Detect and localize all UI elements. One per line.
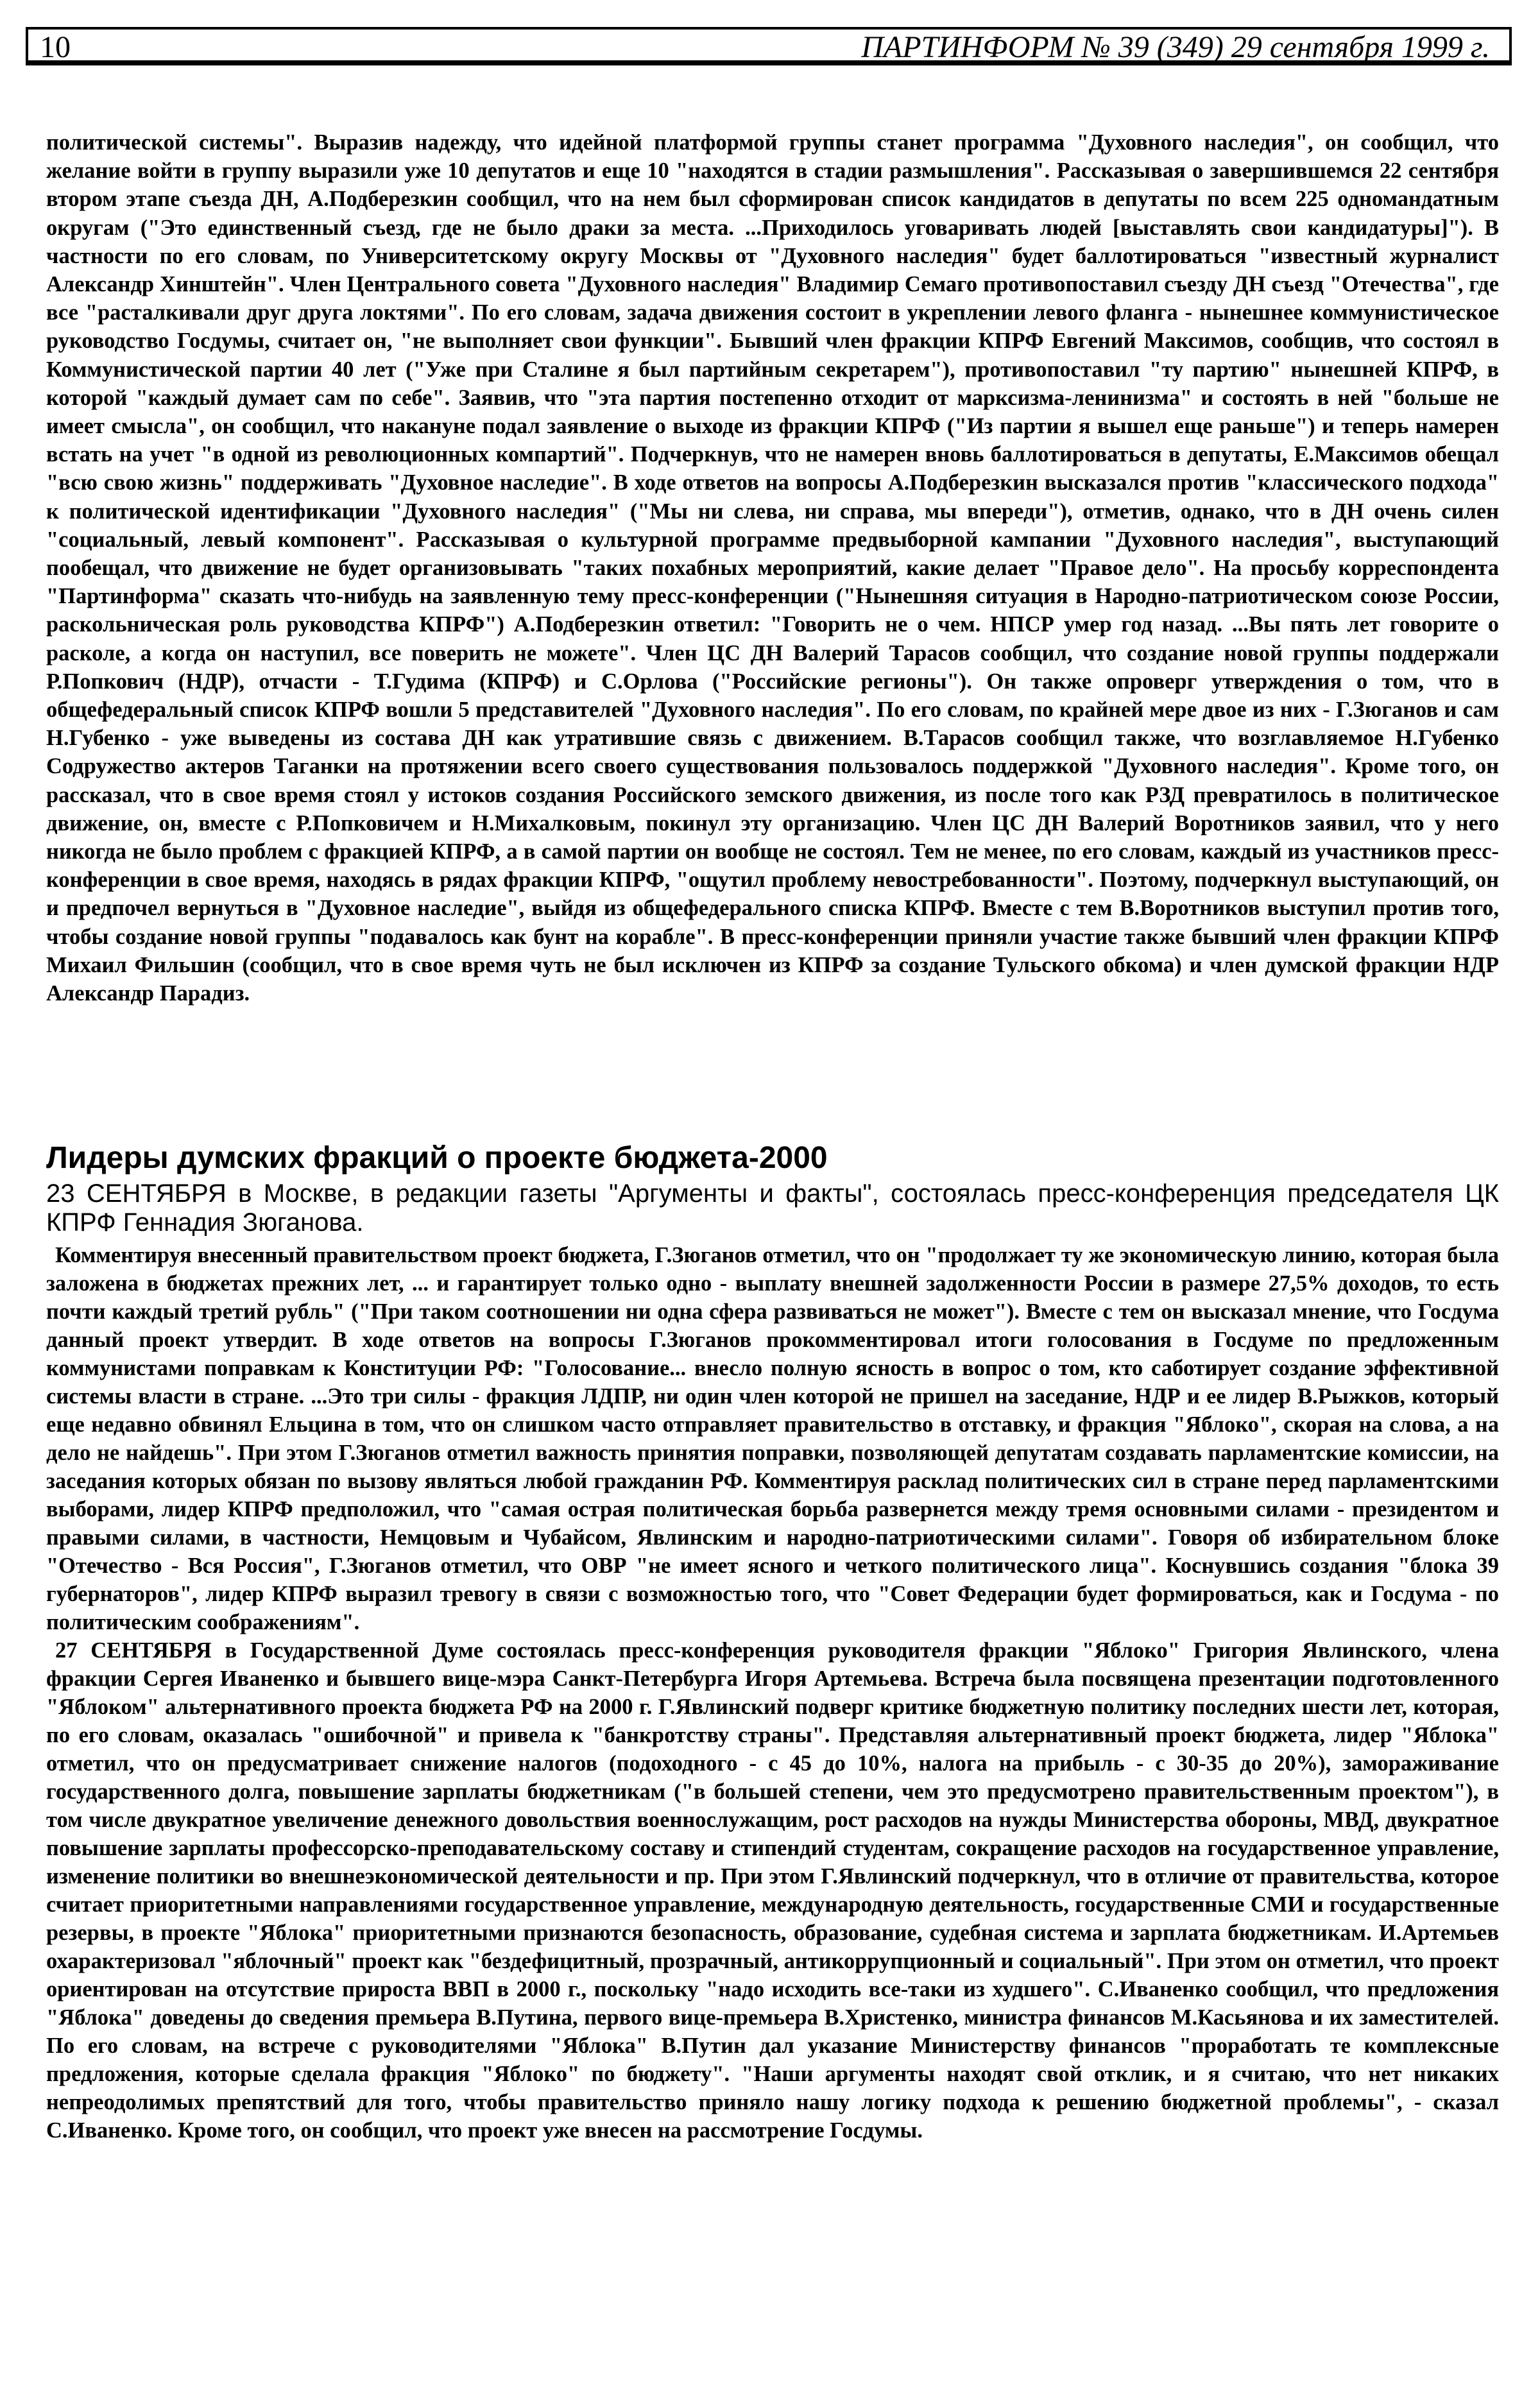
page-number: 10 [40,30,71,64]
article-lead: 23 СЕНТЯБРЯ в Москве, в редакции газеты "Аргументы и факты", состоялась пресс-конференция председателя ЦК КПРФ Геннадия Зюганова. [46,1179,1499,1237]
masthead: ПАРТИНФОРМ № 39 (349) 29 сентября 1999 г. [861,30,1490,64]
article-body [46,1241,1499,2145]
article-paragraph: политической системы". Выразив надежду, что идейной платформой группы станет программа "Духовного наследия", он сообщил, что желание войти в группу выразили уже 10 депутатов и еще 10 "находятся в стадии размышления". Рассказывая о завершившемся 22 сентября втором этапе съезда ДН, А.Подберезкин сообщил, что на нем был сформирован список кандидатов в депутаты по всем 225 одномандатным округам ("Это единственный съезд, где не было драки за места. ...Приходилось уговаривать людей [выставлять свои кандидатуры]"). В частности по его словам, по Университетскому округу Москвы от "Духовного наследия" будет баллотироваться "известный журналист Александр Хинштейн". Член Центрального совета "Духовного наследия" Владимир Семаго противопоставил съезду ДН съезд "Отечества", где все "расталкивали друг друга локтями". По его словам, задача движения состоит в укреплении левого фланга - нынешнее коммунистическое руководство Госдумы, считает он, "не выполняет свои функции". Бывший член фракции КПРФ Евгений Максимов, сообщив, что состоял в Коммунистической партии 40 лет ("Уже при Сталине я был партийным секретарем"), противопоставил "ту партию" нынешней КПРФ, в которой "каждый думает сам по себе". Заявив, что "эта партия постепенно отходит от марксизма-ленинизма" и состоять в ней "больше не имеет смысла", он сообщил, что накануне подал заявление о выходе из фракции КПРФ ("Из партии я вышел еще раньше") и теперь намерен встать на учет "в одной из революционных компартий". Подчеркнув, что не намерен вновь баллотироваться в депутаты, Е.Максимов обещал "всю свою жизнь" поддерживать "Духовное наследие". В ходе ответов на вопросы А.Подберезкин высказался против "классического подхода" к политической идентификации "Духовного наследия" ("Мы ни слева, ни справа, мы впереди"), отметив, однако, что в ДН очень силен "социальный, левый компонент". Рассказывая о культурной программе предвыборной кампании "Духовного наследия", выступающий пообещал, что движение не будет организовывать "таких похабных мероприятий, какие делает "Правое дело". На просьбу корреспондента "Партинформа" сказать что-нибудь на заявленную тему пресс-конференции ("Нынешняя ситуация в Народно-патриотическом союзе России, раскольническая роль руководства КПРФ") А.Подберезкин ответил: "Говорить не о чем. НПСР умер год назад. ...Вы пять лет говорите о расколе, а когда он наступил, все поверить не можете". Член ЦС ДН Валерий Тарасов сообщил, что создание новой группы поддержали Р.Попкович (НДР), отчасти - Т.Гудима (КПРФ) и С.Орлова ("Российские регионы"). Он также опроверг утверждения о том, что в общефедеральный список КПРФ вошли 5 представителей "Духовного наследия". По его словам, по крайней мере двое из них - Г.Зюганов и сам Н.Губенко - уже выведены из состава ДН как утратившие связь с движением. В.Тарасов сообщил также, что возглавляемое Н.Губенко Содружество актеров Таганки на протяжении всего своего существования пользовалось поддержкой "Духовного наследия". Кроме того, он рассказал, что в свое время стоял у истоков создания Российского земского движения, из после того как РЗД превратилось в политическое движение, он, вместе с Р.Попковичем и Н.Михалковым, покинул эту организацию. Член ЦС ДН Валерий Воротников заявил, что у него никогда не было проблем с фракцией КПРФ, а в самой партии он вообще не состоял. Тем не менее, по его словам, каждый из участников пресс-конференции в свое время, находясь в рядах фракции КПРФ, "ощутил проблему невостребованности". Поэтому, подчеркнул выступающий, он и предпочел вернуться в "Духовное наследие", выйдя из общефедерального списка КПРФ. Вместе с тем В.Воротников выступил против того, чтобы создание новой группы "подавалось как бунт на корабле". В пресс-конференции приняли участие также бывший член фракции КПРФ Михаил Фильшин (сообщил, что в свое время чуть не был исключен из КПРФ за создание Тульского обкома) и член думской фракции НДР Александр Парадиз. [46,130,1499,1006]
article-paragraph: Комментируя внесенный правительством проект бюджета, Г.Зюганов отметил, что он "продолжает ту же экономическую линию, которая была заложена в бюджетах прежних лет, ... и гарантирует только одно - выплату внешней задолженности России в размере 27,5% доходов, то есть почти каждый третий рубль" ("При таком соотношении ни одна сфера развиваться не может"). Вместе с тем он высказал мнение, что Госдума данный проект утвердит. В ходе ответов на вопросы Г.Зюганов прокомментировал итоги голосования в Госдуме по предложенным коммунистами поправкам к Конституции РФ: "Голосование... внесло полную ясность в вопрос о том, кто саботирует создание эффективной системы власти в стране. ...Это три силы - фракция ЛДПР, ни один член которой не пришел на заседание, НДР и ее лидер В.Рыжков, который еще недавно обвинял Ельцина в том, что он слишком часто отправляет правительство в отставку, и фракция "Яблоко", скорая на слова, а на дело не найдешь". При этом Г.Зюганов отметил важность принятия поправки, позволяющей депутатам создавать парламентские комиссии, на заседания которых обязан по вызову являться любой гражданин РФ. Комментируя расклад политических сил в стране перед парламентскими выборами, лидер КПРФ предположил, что "самая острая политическая борьба развернется между тремя основными силами - президентом и правыми силами, в частности, Немцовым и Чубайсом, Явлинским и народно-патриотическими силами". Говоря об избирательном блоке "Отечество - Вся Россия", Г.Зюганов отметил, что ОВР "не имеет ясного и четкого политического лица". Коснувшись создания "блока 39 губернаторов", лидер КПРФ выразил тревогу в связи с возможностью того, что "Совет Федерации будет формироваться, как и Госдума - по политическим соображениям". [46,1243,1499,1634]
article-continuation [46,128,1499,1007]
article-title: Лидеры думских фракций о проекте бюджета-2000 [46,1141,828,1175]
page-header [26,27,1512,65]
article-paragraph: 27 СЕНТЯБРЯ в Государственной Думе состоялась пресс-конференция руководителя фракции "Яблоко" Григория Явлинского, члена фракции Сергея Иваненко и бывшего вице-мэра Санкт-Петербурга Игоря Артемьева. Встреча была посвящена презентации подготовленного "Яблоком" альтернативного проекта бюджета РФ на 2000 г. Г.Явлинский подверг критике бюджетную политику последних шести лет, которая, по его словам, оказалась "ошибочной" и привела к "банкротству страны". Представляя альтернативный проект бюджета, лидер "Яблока" отметил, что он предусматривает снижение налогов (подоходного - с 45 до 10%, налога на прибыль - с 30-35 до 20%), замораживание государственного долга, повышение зарплаты бюджетникам ("в большей степени, чем это предусмотрено правительственным проектом"), в том числе двукратное увеличение денежного довольствия военнослужащим, рост расходов на нужды Министерства обороны, МВД, двукратное повышение зарплаты профессорско-преподавательскому составу и стипендий студентам, сокращение расходов на государственное управление, изменение политики во внешнеэкономической деятельности и пр. При этом Г.Явлинский подчеркнул, что в отличие от правительства, которое считает приоритетными направлениями государственное управление, международную деятельность, государственные СМИ и государственные резервы, в проекте "Яблока" приоритетными признаются безопасность, образование, судебная система и зарплата бюджетникам. И.Артемьев охарактеризовал "яблочный" проект как "бездефицитный, прозрачный, антикоррупционный и социальный". При этом он отметил, что проект ориентирован на отсутствие прироста ВВП в 2000 г., поскольку "надо исходить все-таки из худшего". С.Иваненко сообщил, что предложения "Яблока" доведены до сведения премьера В.Путина, первого вице-премьера В.Христенко, министра финансов М.Касьянова и их заместителей. По его словам, на встрече с руководителями "Яблока" В.Путин дал указание Министерству финансов "проработать те комплексные предложения, которые сделала фракция "Яблоко" по бюджету". "Наши аргументы находят свой отклик, и я считаю, что нет никаких непреодолимых препятствий для того, чтобы правительство приняло нашу логику подхода к решению бюджетной проблемы", - сказал С.Иваненко. Кроме того, он сообщил, что проект уже внесен на рассмотрение Госдумы. [46,1638,1499,2143]
